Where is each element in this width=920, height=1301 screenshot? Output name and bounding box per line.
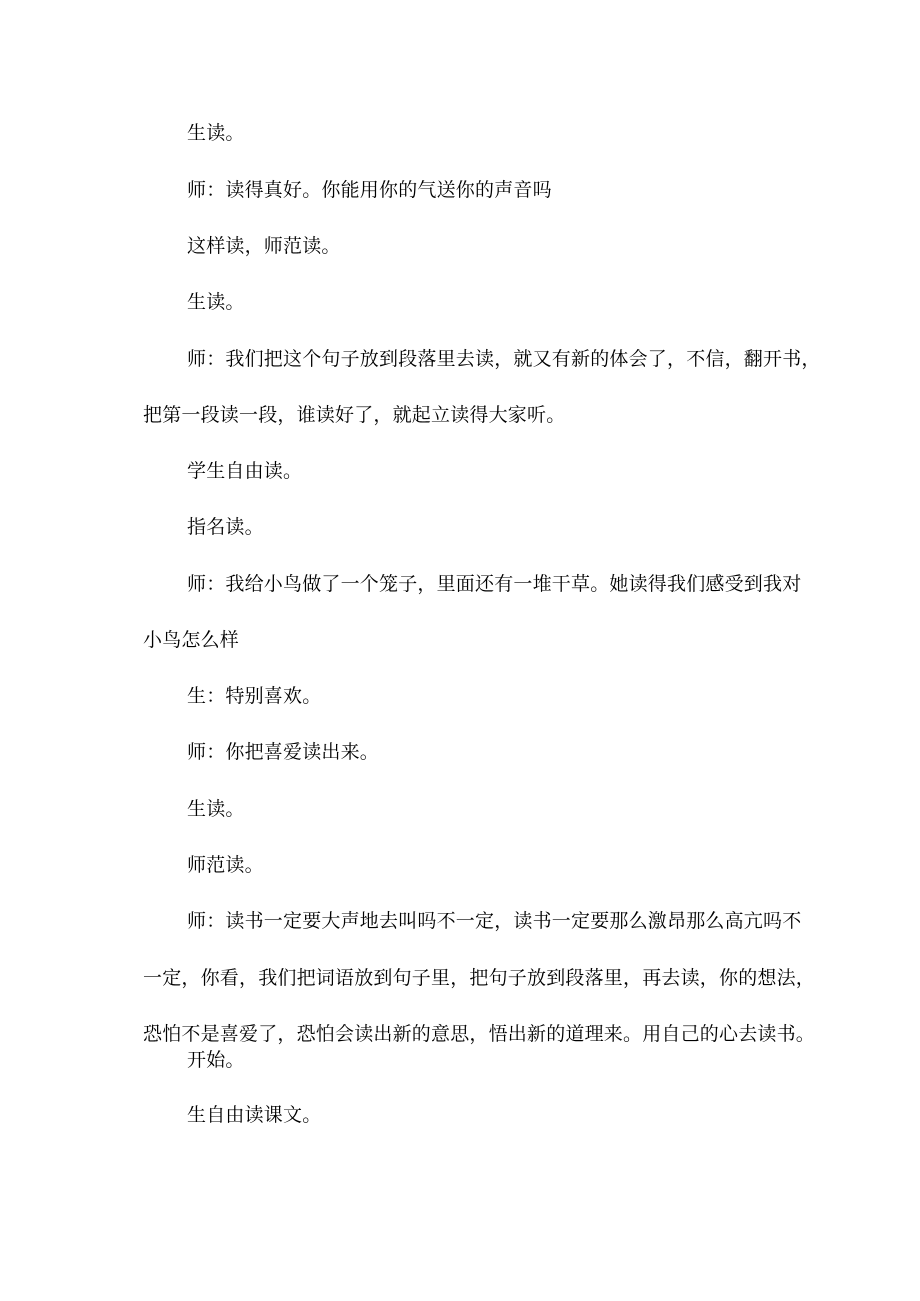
text-line: 师：读得真好。你能用你的气送你的声音吗 xyxy=(187,179,552,201)
text-line: 生：特别喜欢。 xyxy=(187,685,322,707)
text-line: 把第一段读一段，谁读好了，就起立读得大家听。 xyxy=(143,404,566,426)
text-line: 生读。 xyxy=(187,798,245,820)
text-line: 师：我给小鸟做了一个笼子，里面还有一堆干草。她读得我们感受到我对 xyxy=(187,573,802,595)
text-line: 指名读。 xyxy=(187,516,264,538)
text-line: 小鸟怎么样 xyxy=(143,629,240,651)
text-line: 生自由读课文。 xyxy=(187,1104,322,1126)
text-line: 一定，你看，我们把词语放到句子里，把句子放到段落里，再去读，你的想法， xyxy=(143,967,816,989)
text-line: 生读。 xyxy=(187,291,245,313)
text-line: 这样读，师范读。 xyxy=(187,235,341,257)
text-line: 师：你把喜爱读出来。 xyxy=(187,741,380,763)
text-line: 学生自由读。 xyxy=(187,460,303,482)
text-line: 恐怕不是喜爱了，恐怕会读出新的意思，悟出新的道理来。用自己的心去读书。 xyxy=(143,1023,816,1045)
text-line: 师：我们把这个句子放到段落里去读，就又有新的体会了，不信，翻开书， xyxy=(187,348,821,370)
text-line: 生读。 xyxy=(187,122,245,144)
text-line: 开始。 xyxy=(187,1049,245,1071)
text-line: 师范读。 xyxy=(187,854,264,876)
text-line: 师：读书一定要大声地去叫吗不一定，读书一定要那么激昂那么高亢吗不 xyxy=(187,910,802,932)
